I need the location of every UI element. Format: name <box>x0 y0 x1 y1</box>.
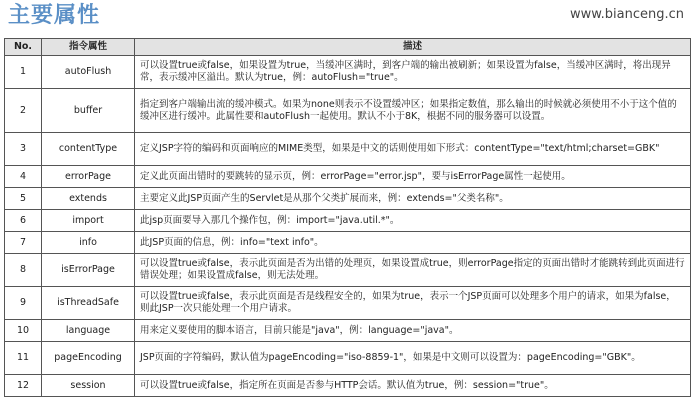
table-row <box>5 320 691 342</box>
attribute-name: session <box>42 375 135 397</box>
row-number: 5 <box>5 188 42 210</box>
page-title: 主要属性 <box>8 2 101 28</box>
column-header-description: 描述 <box>135 39 691 56</box>
table-header-row <box>5 39 691 56</box>
attribute-name: buffer <box>42 89 135 133</box>
attribute-name: contentType <box>42 133 135 166</box>
attribute-name: autoFlush <box>42 56 135 89</box>
attribute-description: 可以设置true或false，如果设置为true，当缓冲区满时，到客户端的输出被刷新；如果设置为false，当缓冲区满时，将出现异常，表示缓冲区溢出。默认为true，例：autoFlush="true"。 <box>135 56 691 89</box>
attribute-name: extends <box>42 188 135 210</box>
row-number: 8 <box>5 254 42 287</box>
site-watermark: www.bianceng.cn <box>569 7 684 22</box>
row-number: 11 <box>5 342 42 375</box>
table-row <box>5 287 691 320</box>
attribute-description: 定义JSP字符的编码和页面响应的MIME类型，如果是中文的话则使用如下形式：contentType="text/html;charset=GBK" <box>135 133 691 166</box>
table-row <box>5 210 691 232</box>
attribute-description: JSP页面的字符编码，默认值为pageEncoding="iso-8859-1"，如果是中文则可以设置为：pageEncoding="GBK"。 <box>135 342 691 375</box>
table-row <box>5 375 691 397</box>
table-row <box>5 166 691 188</box>
attribute-description: 可以设置true或false，表示此页面是否为出错的处理页，如果设置成true，则errorPage指定的页面出错时才能跳转到此页面进行错误处理；如果设置成false，则无法处理。 <box>135 254 691 287</box>
row-number: 4 <box>5 166 42 188</box>
row-number: 12 <box>5 375 42 397</box>
attribute-description: 可以设置true或false，指定所在页面是否参与HTTP会话。默认值为true，例：session="true"。 <box>135 375 691 397</box>
attribute-name: isThreadSafe <box>42 287 135 320</box>
attribute-description: 此jsp页面要导入那几个操作包，例：import="java.util.*"。 <box>135 210 691 232</box>
row-number: 2 <box>5 89 42 133</box>
attribute-name: info <box>42 232 135 254</box>
table-row <box>5 133 691 166</box>
table-row <box>5 254 691 287</box>
row-number: 3 <box>5 133 42 166</box>
attribute-description: 可以设置true或false，表示此页面是否是线程安全的，如果为true，表示一个JSP页面可以处理多个用户的请求，如果为false，则此JSP一次只能处理一个用户请求。 <box>135 287 691 320</box>
row-number: 9 <box>5 287 42 320</box>
attributes-table <box>4 38 691 397</box>
table-row <box>5 342 691 375</box>
table-row <box>5 232 691 254</box>
table-row <box>5 89 691 133</box>
attribute-name: language <box>42 320 135 342</box>
attribute-description: 此JSP页面的信息，例：info="text info"。 <box>135 232 691 254</box>
table-row <box>5 56 691 89</box>
page-header <box>4 0 690 32</box>
table-row <box>5 188 691 210</box>
attribute-name: pageEncoding <box>42 342 135 375</box>
column-header-no: No. <box>5 39 42 56</box>
attribute-description: 定义此页面出错时的要跳转的显示页，例：errorPage="error.jsp"，要与isErrorPage属性一起使用。 <box>135 166 691 188</box>
attribute-description: 指定到客户端输出流的缓冲模式。如果为none则表示不设置缓冲区；如果指定数值，那么输出的时候就必须使用不小于这个值的缓冲区进行缓冲。此属性要和autoFlush一起使用。默认不小于8K，根据不同的服务器可以设置。 <box>135 89 691 133</box>
attribute-description: 主要定义此JSP页面产生的Servlet是从那个父类扩展而来，例：extends="父类名称"。 <box>135 188 691 210</box>
row-number: 6 <box>5 210 42 232</box>
attribute-name: errorPage <box>42 166 135 188</box>
attribute-name: import <box>42 210 135 232</box>
column-header-attribute: 指令属性 <box>42 39 135 56</box>
attribute-description: 用来定义要使用的脚本语言，目前只能是"java"，例：language="java"。 <box>135 320 691 342</box>
row-number: 10 <box>5 320 42 342</box>
row-number: 7 <box>5 232 42 254</box>
attribute-name: isErrorPage <box>42 254 135 287</box>
row-number: 1 <box>5 56 42 89</box>
